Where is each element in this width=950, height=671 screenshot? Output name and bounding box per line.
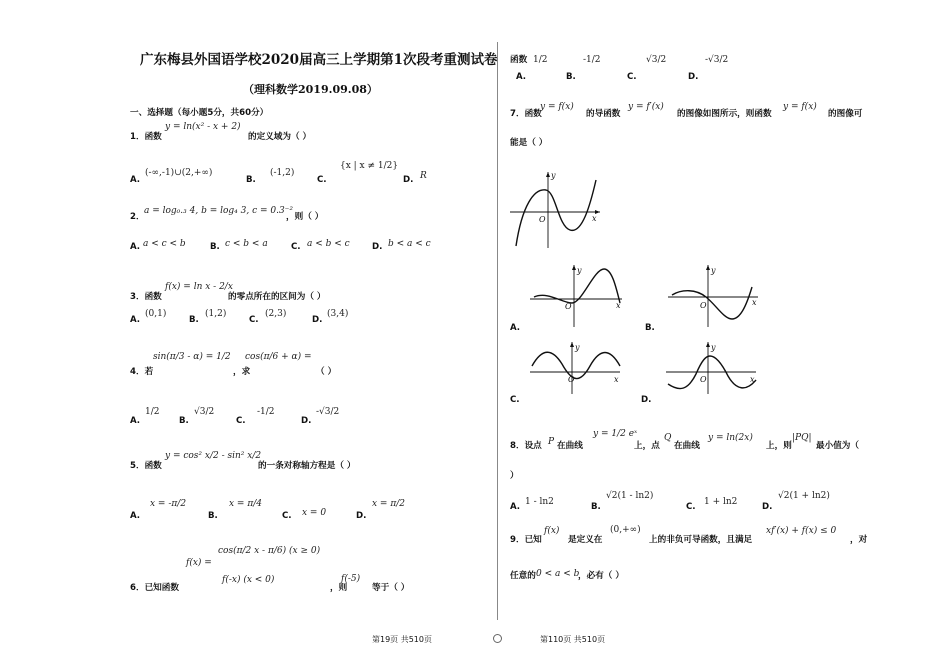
q6-expression-2: f(-5): [341, 574, 361, 584]
q3-option-a: (0,1): [145, 309, 167, 319]
origin-label: O: [539, 215, 546, 224]
svg-text:y: y: [711, 266, 716, 275]
q4-option-c: -1/2: [257, 407, 275, 417]
q5-expression: y = cos² x/2 - sin² x/2: [165, 451, 262, 461]
q3-option-a-label: A.: [130, 315, 141, 325]
svg-text:x: x: [614, 375, 619, 384]
q5-option-b: x = π/4: [229, 499, 263, 509]
q8-expr-3: Q: [664, 433, 672, 443]
q2-option-a: a < c < b: [143, 239, 186, 249]
graph-c-label: C.: [510, 395, 520, 405]
footer-right-page: 第110页 共510页: [540, 635, 606, 644]
q5-option-c: x = 0: [302, 508, 327, 518]
q4-option-b: √3/2: [194, 407, 215, 417]
q7-expr-1: y = f(x): [540, 102, 574, 112]
q3-option-d-label: D.: [312, 315, 323, 325]
q3-option-c-label: C.: [249, 315, 259, 325]
graph-option-c: [528, 340, 624, 396]
right-option-b-label: B.: [566, 72, 576, 82]
q1-option-d: R: [420, 171, 427, 181]
q4-tail: （ ）: [316, 367, 337, 377]
q7-line-2: 能是（ ）: [510, 138, 548, 148]
q2-option-c: a < b < c: [307, 239, 350, 249]
q1-option-a-label: A.: [130, 175, 141, 185]
q8-option-d-label: D.: [762, 502, 773, 512]
q5-option-d: x = π/2: [372, 499, 406, 509]
graph-d-label: D.: [641, 395, 652, 405]
q9-line-2b: ，必有（ ）: [578, 571, 624, 581]
q1-option-a: (-∞,-1)∪(2,+∞): [145, 168, 213, 178]
q7-expr-3: y = f(x): [783, 102, 817, 112]
x-axis-label: x: [592, 214, 597, 223]
svg-text:y: y: [711, 343, 716, 352]
q9-expr-1: f(x): [544, 526, 560, 536]
right-option-c-label: C.: [627, 72, 637, 82]
q8-option-c: 1 + ln2: [704, 497, 738, 507]
derivative-graph: [508, 166, 604, 250]
q4-option-c-label: C.: [236, 416, 246, 426]
section-heading: 一、选择题（每小题5分，共60分）: [130, 108, 269, 118]
footer-left-page: 第19页 共510页: [372, 635, 432, 644]
q5-option-a: x = -π/2: [150, 499, 187, 509]
q8-option-a: 1 - ln2: [525, 497, 554, 507]
q3-option-b: (1,2): [205, 309, 227, 319]
q2-number: 2．: [130, 212, 145, 222]
q6-piece-1: cos(π/2 x - π/6) (x ≥ 0): [218, 546, 321, 556]
q8-text-3: 在曲线: [674, 441, 700, 451]
q8-expr-5: |PQ|: [792, 433, 812, 443]
q3-expression: f(x) = ln x - 2/x: [165, 282, 233, 292]
footer-dot-icon: [493, 634, 502, 643]
svg-text:O: O: [568, 375, 575, 384]
q7-text-2: 的图像如图所示，则函数: [677, 109, 772, 119]
q8-expr-1: P: [548, 437, 555, 447]
q2-option-b: c < b < a: [225, 239, 268, 249]
q3-option-b-label: B.: [189, 315, 199, 325]
q9-text-2: 上的非负可导函数，且满足: [649, 535, 753, 545]
graph-b-label: B.: [645, 323, 655, 333]
q4-expression: sin(π/3 - α) = 1/2: [153, 352, 231, 362]
svg-text:O: O: [700, 375, 707, 384]
q4-option-a-label: A.: [130, 416, 141, 426]
q9-text-3: ，对: [850, 535, 868, 545]
q1-tail: 的定义域为（ ）: [248, 132, 312, 142]
q5-option-d-label: D.: [356, 511, 367, 521]
q6-mid: ，则: [330, 583, 348, 593]
q4-option-a: 1/2: [145, 407, 160, 417]
right-option-a: 1/2: [533, 55, 548, 65]
svg-text:x: x: [752, 298, 757, 307]
graph-a-label: A.: [510, 323, 521, 333]
q5-option-c-label: C.: [282, 511, 292, 521]
svg-text:x: x: [750, 375, 755, 384]
q4-number: 4．若: [130, 367, 154, 377]
q2-expression: a = log₀.₃ 4, b = log₄ 3, c = 0.3⁻²: [144, 206, 294, 216]
q8-option-b: √2(1 - ln2): [606, 491, 654, 501]
q2-option-c-label: C.: [291, 242, 301, 252]
svg-text:x: x: [616, 301, 621, 310]
svg-text:y: y: [577, 266, 582, 275]
q3-option-d: (3,4): [327, 309, 349, 319]
q6-number: 6．已知函数: [130, 583, 179, 593]
right-top-label: 函数: [510, 55, 528, 65]
paper-subtitle: （理科数学2019.09.08）: [243, 83, 378, 96]
q2-option-d: b < a < c: [388, 239, 431, 249]
right-option-c: √3/2: [646, 55, 667, 65]
q5-number: 5．函数: [130, 461, 162, 471]
q1-option-c-label: C.: [317, 175, 327, 185]
right-option-b: -1/2: [583, 55, 601, 65]
q8-text-1: 在曲线: [557, 441, 583, 451]
graph-option-a: [528, 263, 626, 329]
q7-expr-2: y = f′(x): [628, 102, 664, 112]
q7-number: 7．函数: [510, 109, 542, 119]
paper-title: 广东梅县外国语学校2020届高三上学期第1次段考重测试卷: [140, 52, 498, 68]
derivative-curve: [516, 180, 596, 246]
q5-option-a-label: A.: [130, 511, 141, 521]
q8-line-2: ）: [510, 471, 519, 481]
q9-number: 9．已知: [510, 535, 542, 545]
graph-option-b: [666, 263, 762, 329]
q2-option-d-label: D.: [372, 242, 383, 252]
q9-expr-4: 0 < a < b: [536, 569, 580, 579]
svg-text:O: O: [700, 301, 707, 310]
q1-option-d-label: D.: [403, 175, 414, 185]
q4-option-b-label: B.: [179, 416, 189, 426]
graph-option-d: [664, 340, 760, 396]
q8-expr-4: y = ln(2x): [708, 433, 753, 443]
q1-option-b-label: B.: [246, 175, 256, 185]
q5-option-b-label: B.: [208, 511, 218, 521]
svg-text:y: y: [575, 343, 580, 352]
q1-number: 1．函数: [130, 132, 162, 142]
q4-expression-2: cos(π/6 + α) =: [245, 352, 312, 362]
column-divider: [497, 42, 498, 620]
svg-text:O: O: [565, 302, 572, 311]
q9-expr-3: xf′(x) + f(x) ≤ 0: [766, 526, 837, 536]
q9-line-2a: 任意的: [510, 571, 536, 581]
q2-option-a-label: A.: [130, 242, 141, 252]
right-option-d-label: D.: [688, 72, 699, 82]
q3-option-c: (2,3): [265, 309, 287, 319]
q9-text-1: 是定义在: [568, 535, 603, 545]
q8-option-a-label: A.: [510, 502, 521, 512]
q1-expression: y = ln(x² - x + 2): [165, 122, 241, 132]
q1-option-b: (-1,2): [270, 168, 295, 178]
q8-text-2: 上，点: [634, 441, 660, 451]
q2-tail: ，则（ ）: [286, 212, 324, 222]
q8-option-d: √2(1 + ln2): [778, 491, 830, 501]
q2-option-b-label: B.: [210, 242, 220, 252]
q6-tail: 等于（ ）: [372, 583, 410, 593]
q3-tail: 的零点所在的区间为（ ）: [228, 292, 326, 302]
q4-mid: ，求: [233, 367, 251, 377]
q6-fx: f(x) =: [186, 558, 212, 568]
q8-number: 8．设点: [510, 441, 542, 451]
q7-text-1: 的导函数: [586, 109, 621, 119]
q3-number: 3．函数: [130, 292, 162, 302]
q8-option-c-label: C.: [686, 502, 696, 512]
q7-text-3: 的图像可: [828, 109, 863, 119]
q9-expr-2: (0,+∞): [610, 525, 641, 535]
q8-option-b-label: B.: [591, 502, 601, 512]
q8-text-4: 上，则: [766, 441, 792, 451]
q1-option-c: {x | x ≠ 1/2}: [340, 161, 399, 171]
q6-piece-2: f(-x) (x < 0): [222, 575, 275, 585]
right-option-a-label: A.: [516, 72, 527, 82]
y-axis-label: y: [551, 171, 556, 180]
q4-option-d-label: D.: [301, 416, 312, 426]
q8-expr-2: y = 1/2 eˣ: [593, 429, 638, 439]
right-option-d: -√3/2: [705, 55, 729, 65]
q4-option-d: -√3/2: [316, 407, 340, 417]
q5-tail: 的一条对称轴方程是（ ）: [258, 461, 356, 471]
q8-text-5: 最小值为（: [816, 441, 859, 451]
